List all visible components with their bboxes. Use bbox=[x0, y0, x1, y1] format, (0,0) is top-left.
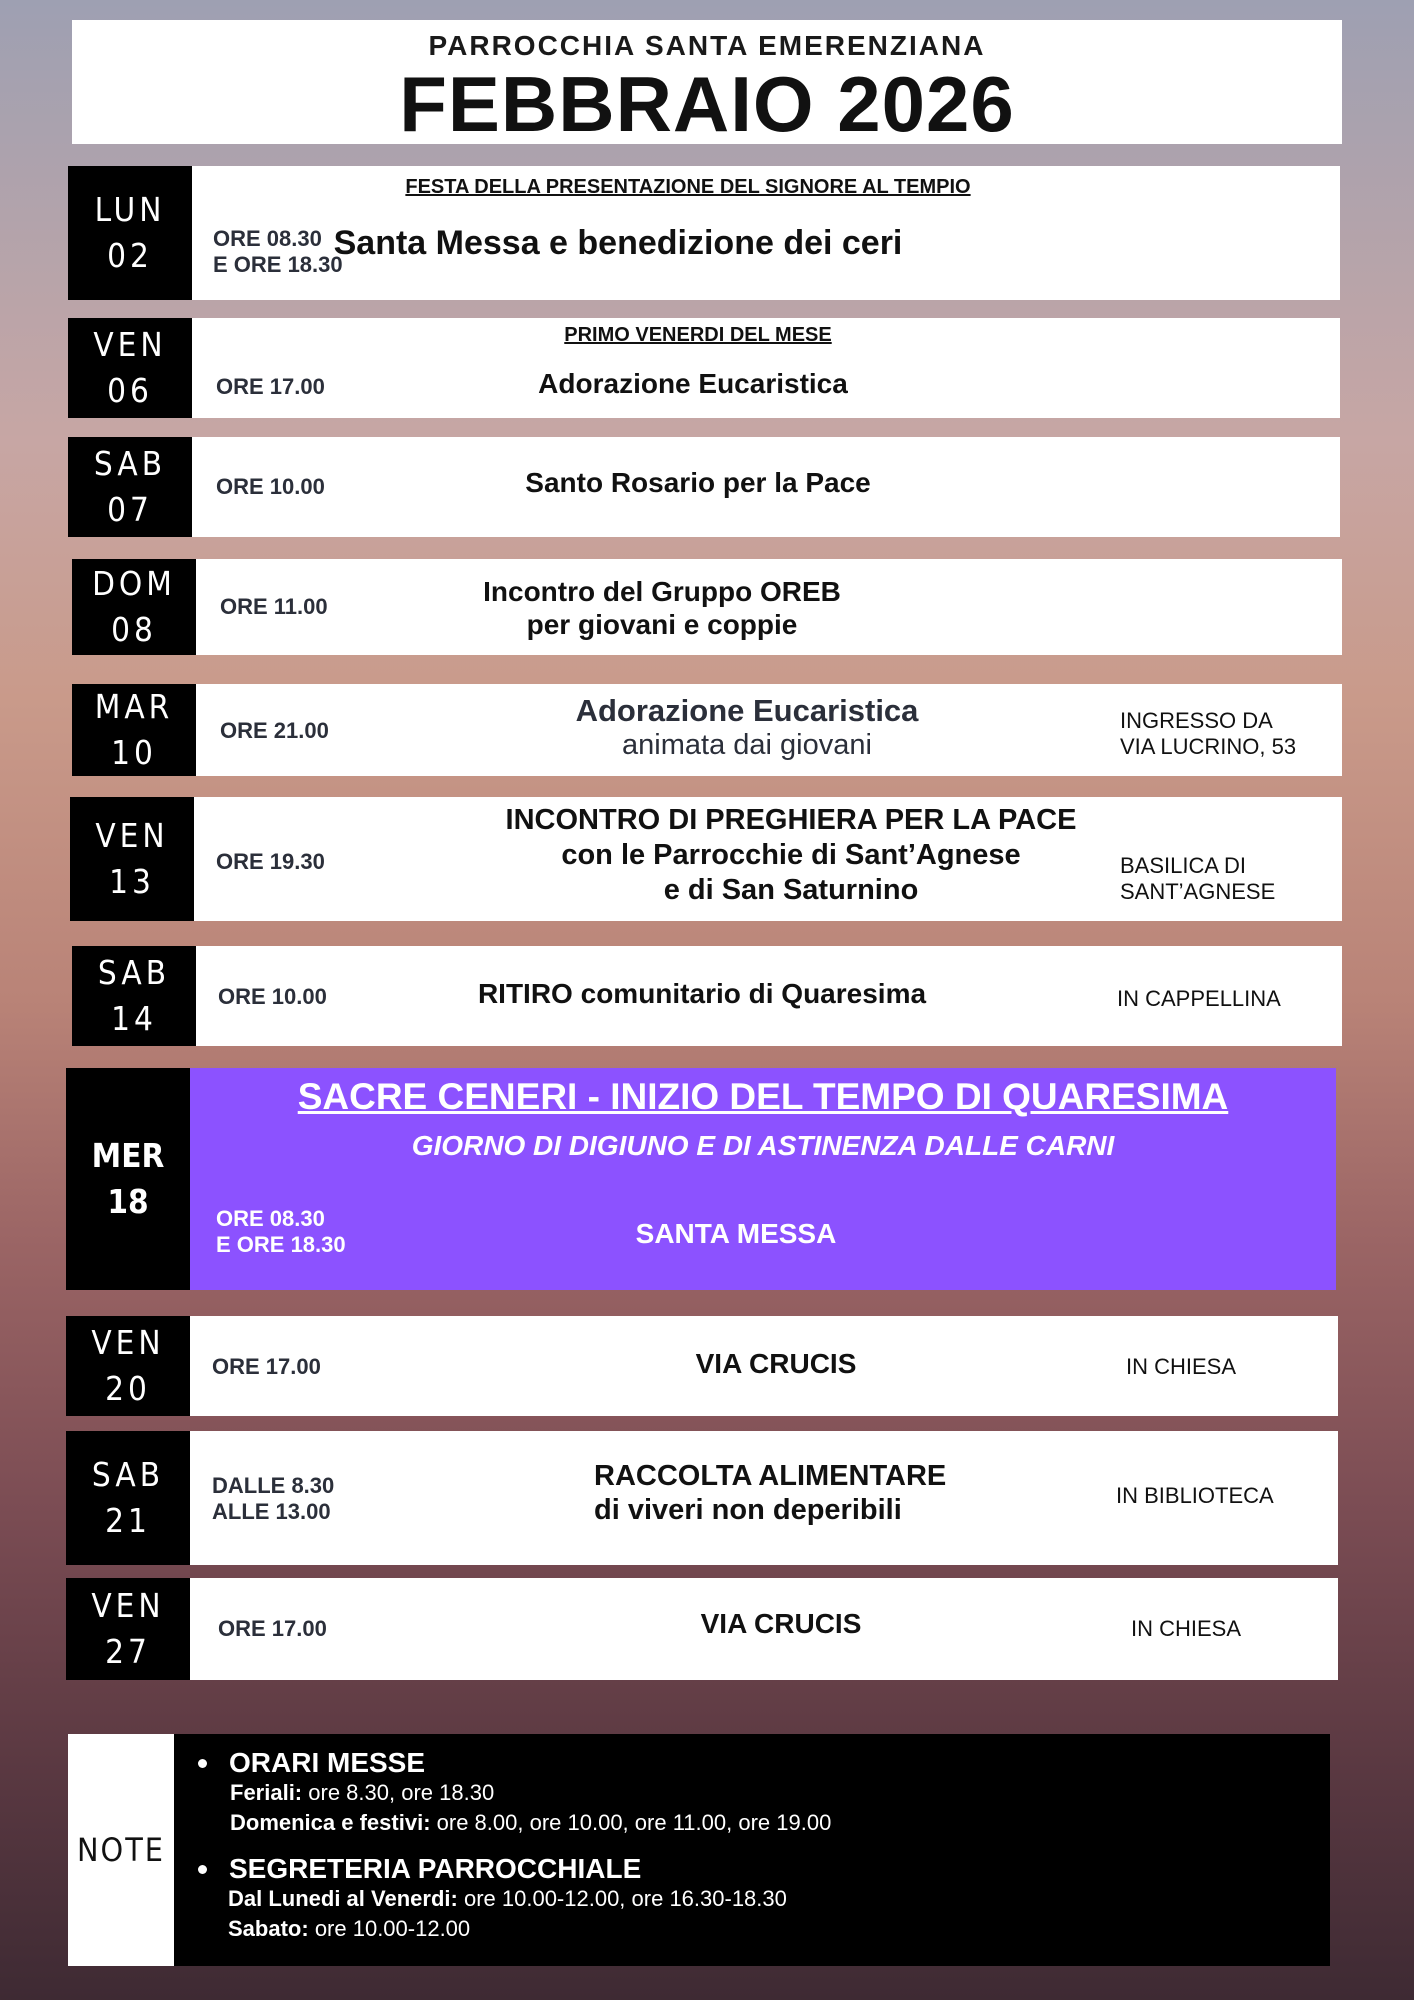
event-title: Santa Messa e benedizione dei ceri bbox=[333, 224, 903, 262]
event-location: BASILICA DI SANT’AGNESE bbox=[1120, 853, 1276, 904]
event-title: VIA CRUCIS bbox=[700, 1608, 862, 1639]
event-row-feb-02 bbox=[68, 166, 1340, 300]
bullet-icon bbox=[198, 1759, 207, 1768]
office-saturday-hours: Sabato: ore 10.00-12.00 bbox=[228, 1916, 471, 1941]
event-row-feb-08 bbox=[72, 559, 1342, 655]
mass-times-heading: ORARI MESSE bbox=[198, 1748, 831, 1778]
event-row-feb-10 bbox=[72, 684, 1342, 776]
month-title: FEBBRAIO 2026 bbox=[399, 60, 1015, 148]
event-row-feb-14 bbox=[72, 946, 1342, 1046]
day-badge: SAB 07 bbox=[68, 437, 192, 537]
event-location: INGRESSO DA VIA LUCRINO, 53 bbox=[1120, 708, 1297, 759]
day-badge: VEN 13 bbox=[70, 797, 194, 921]
bullet-icon bbox=[198, 1865, 207, 1874]
parish-name: PARROCCHIA SANTA EMERENZIANA bbox=[428, 30, 986, 61]
event-location: IN BIBLIOTECA bbox=[1116, 1483, 1274, 1508]
event-title: Santo Rosario per la Pace bbox=[525, 467, 871, 498]
day-badge: LUN 02 bbox=[68, 166, 192, 300]
event-time: ORE 11.00 bbox=[220, 594, 328, 619]
event-subline: GIORNO DI DIGIUNO E DI ASTINENZA DALLE CARNI bbox=[411, 1130, 1115, 1161]
event-time: ORE 19.30 bbox=[216, 849, 325, 874]
event-row-feb-13 bbox=[70, 797, 1342, 921]
event-time: ORE 17.00 bbox=[212, 1354, 321, 1379]
weekday-mass-times: Feriali: ore 8.30, ore 18.30 bbox=[230, 1780, 495, 1805]
day-badge: VEN 27 bbox=[66, 1578, 190, 1680]
event-subheading: PRIMO VENERDI DEL MESE bbox=[564, 324, 832, 346]
event-row-feb-27 bbox=[66, 1578, 1338, 1680]
event-headline: SACRE CENERI - INIZIO DEL TEMPO DI QUARESIMA bbox=[297, 1076, 1229, 1117]
event-title: RACCOLTA ALIMENTARE di viveri non deperibili bbox=[594, 1460, 947, 1526]
day-badge: SAB 21 bbox=[66, 1431, 190, 1565]
event-time: ORE 17.00 bbox=[216, 374, 325, 399]
event-time: ORE 21.00 bbox=[220, 718, 329, 743]
event-row-feb-18-ash-wednesday bbox=[66, 1068, 1336, 1290]
event-location: IN CHIESA bbox=[1131, 1616, 1242, 1641]
office-heading: SEGRETERIA PARROCCHIALE bbox=[198, 1854, 831, 1884]
event-row-feb-21 bbox=[66, 1431, 1338, 1565]
day-badge: MER 18 bbox=[66, 1068, 190, 1290]
event-title: VIA CRUCIS bbox=[695, 1348, 857, 1379]
notes-label: NOTE bbox=[68, 1734, 174, 1966]
event-title: INCONTRO DI PREGHIERA PER LA PACE con le Parrocchie di Sant’Agnese e di San Saturnino bbox=[505, 804, 1077, 906]
notes-content bbox=[198, 1748, 831, 1944]
day-badge: VEN 20 bbox=[66, 1316, 190, 1416]
event-subheading: FESTA DELLA PRESENTAZIONE DEL SIGNORE AL TEMPIO bbox=[405, 176, 971, 198]
event-location: IN CHIESA bbox=[1126, 1354, 1237, 1379]
office-weekday-hours: Dal Lunedi al Venerdi: ore 10.00-12.00, ore 16.30-18.30 bbox=[228, 1886, 787, 1911]
event-title: RITIRO comunitario di Quaresima bbox=[477, 978, 927, 1009]
event-row-feb-20 bbox=[66, 1316, 1338, 1416]
day-badge: DOM 08 bbox=[72, 559, 196, 655]
event-title: Adorazione Eucaristica animata dai giovani bbox=[575, 693, 919, 761]
day-badge: SAB 14 bbox=[72, 946, 196, 1046]
event-time: DALLE 8.30 ALLE 13.00 bbox=[212, 1473, 335, 1524]
event-title: Adorazione Eucaristica bbox=[538, 368, 848, 399]
event-location: IN CAPPELLINA bbox=[1117, 986, 1281, 1011]
event-title: Incontro del Gruppo OREB per giovani e coppie bbox=[483, 576, 841, 640]
event-time: ORE 10.00 bbox=[218, 984, 327, 1009]
event-title: SANTA MESSA bbox=[635, 1218, 837, 1249]
day-badge: VEN 06 bbox=[68, 318, 192, 418]
notes-panel bbox=[68, 1734, 1330, 1966]
event-time: ORE 17.00 bbox=[218, 1616, 327, 1641]
event-row-feb-06 bbox=[68, 318, 1340, 418]
event-time: ORE 10.00 bbox=[216, 474, 325, 499]
calendar-header bbox=[72, 20, 1342, 148]
event-time: ORE 08.30 E ORE 18.30 bbox=[213, 226, 343, 277]
event-row-feb-07 bbox=[68, 437, 1340, 537]
event-time: ORE 08.30 E ORE 18.30 bbox=[216, 1206, 346, 1257]
sunday-mass-times: Domenica e festivi: ore 8.00, ore 10.00, ore 11.00, ore 19.00 bbox=[230, 1810, 832, 1835]
day-badge: MAR 10 bbox=[72, 684, 196, 776]
